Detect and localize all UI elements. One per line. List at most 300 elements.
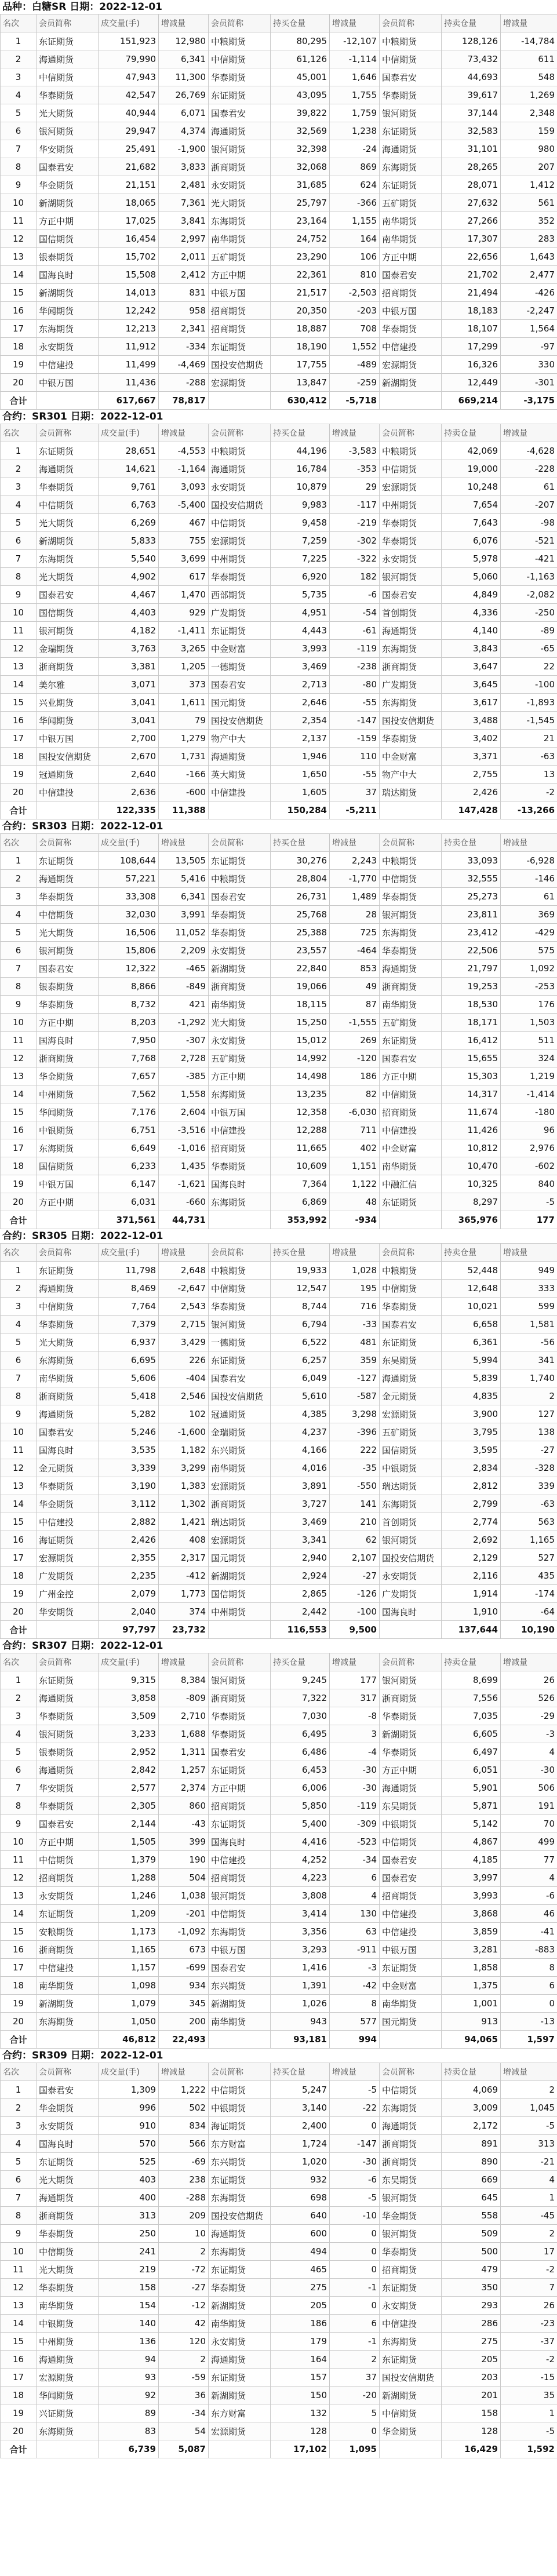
table-cell: 7,950 [99, 1032, 159, 1050]
table-cell: 3,488 [442, 712, 501, 730]
table-cell: 银泰期货 [37, 248, 99, 266]
table-row [1, 1797, 557, 1815]
table-cell: 6,341 [159, 50, 209, 68]
table-row [1, 1014, 557, 1032]
table-cell: 14,317 [442, 1085, 501, 1103]
table-cell: 19 [1, 356, 37, 374]
table-cell: 一德期货 [209, 1333, 271, 1351]
table-cell: 海通期货 [37, 1689, 99, 1707]
table-cell: 2,774 [442, 1513, 501, 1531]
table-cell: 23,811 [442, 906, 501, 924]
table-cell [209, 2440, 271, 2458]
column-header: 持卖仓量 [442, 1653, 501, 1671]
table-cell: 1,302 [159, 1495, 209, 1513]
table-cell: 新湖期货 [37, 1995, 99, 2013]
table-cell: 东证期货 [380, 1959, 442, 1977]
table-cell: -166 [159, 766, 209, 784]
table-cell: 46,812 [99, 2031, 159, 2049]
table-cell: 8,699 [442, 1671, 501, 1689]
table-cell: 16,784 [271, 460, 330, 478]
table-cell: 国信期货 [209, 1585, 271, 1603]
table-row [1, 442, 557, 460]
table-cell: 725 [330, 924, 380, 942]
column-header: 会员简称 [209, 1653, 271, 1671]
table-cell: 317 [330, 1689, 380, 1707]
column-header: 会员简称 [37, 1653, 99, 1671]
table-cell: 52,448 [442, 1262, 501, 1280]
table-cell: 980 [501, 140, 557, 158]
table-cell: -6 [330, 2171, 380, 2189]
table-row [1, 68, 557, 86]
column-header: 增减量 [159, 2063, 209, 2081]
table-cell: 4 [501, 1743, 557, 1761]
table-cell: 1,435 [159, 1157, 209, 1175]
table-cell: 华闻期货 [37, 2386, 99, 2404]
table-cell: 16,454 [99, 230, 159, 248]
table-cell: 兴业期货 [37, 694, 99, 712]
table-cell: 369 [501, 906, 557, 924]
table-cell: 海通期货 [37, 460, 99, 478]
section-title [0, 1639, 557, 1653]
table-cell: 3,858 [99, 1689, 159, 1707]
table-row [1, 1585, 557, 1603]
section-prefix: 品种： [2, 1, 32, 13]
table-cell: 2,243 [330, 852, 380, 870]
table-cell: -5,718 [330, 392, 380, 410]
column-header: 增减量 [159, 1244, 209, 1262]
table-cell: 国泰君安 [37, 2081, 99, 2099]
table-cell: 20 [1, 2013, 37, 2031]
table-cell: 9 [1, 2225, 37, 2243]
table-cell: 6 [330, 2315, 380, 2333]
table-cell: 1,581 [501, 1316, 557, 1333]
table-row [1, 2081, 557, 2099]
table-cell: 15,655 [442, 1050, 501, 1067]
table-row [1, 1050, 557, 1067]
table-cell: -1,545 [501, 712, 557, 730]
table-cell: 110 [330, 748, 380, 766]
table-cell: 18,530 [442, 996, 501, 1014]
table-cell: 5,418 [99, 1387, 159, 1405]
table-row [1, 1032, 557, 1050]
table-cell: 2 [159, 2243, 209, 2261]
table-row [1, 2189, 557, 2207]
table-cell: 1,688 [159, 1725, 209, 1743]
table-cell: 东证期货 [37, 852, 99, 870]
table-cell: 2,442 [271, 1603, 330, 1621]
table-cell: 18 [1, 2386, 37, 2404]
table-cell: 669 [442, 2171, 501, 2189]
table-cell: 2,172 [442, 2117, 501, 2135]
table-cell: 华金期货 [37, 1495, 99, 1513]
table-cell: 东证期货 [380, 176, 442, 194]
table-cell: -489 [330, 356, 380, 374]
table-cell: 932 [271, 2171, 330, 2189]
table-cell: -429 [501, 924, 557, 942]
table-cell: 102 [159, 1405, 209, 1423]
table-cell: 广发期货 [380, 676, 442, 694]
table-cell: 191 [501, 1797, 557, 1815]
table-cell: 6,937 [99, 1333, 159, 1351]
table-row [1, 266, 557, 284]
table-cell: 合计 [1, 2031, 37, 2049]
table-cell: 3,808 [271, 1887, 330, 1905]
table-cell: 481 [330, 1333, 380, 1351]
table-cell: 9,458 [271, 514, 330, 532]
table-cell: 61 [501, 888, 557, 906]
table-cell: 华泰期货 [209, 2279, 271, 2297]
table-cell: 中州期货 [209, 550, 271, 568]
total-row [1, 801, 557, 819]
table-cell: 银河期货 [209, 1671, 271, 1689]
table-cell: 金元期货 [380, 1387, 442, 1405]
table-row [1, 104, 557, 122]
table-cell: 海通期货 [380, 622, 442, 640]
table-cell: 6,763 [99, 496, 159, 514]
table-cell: 18,171 [442, 1014, 501, 1032]
table-cell: 新湖期货 [209, 960, 271, 978]
table-cell: 冠通期货 [37, 766, 99, 784]
table-cell: 23,557 [271, 942, 330, 960]
table-cell: 831 [159, 284, 209, 302]
table-cell: 36 [159, 2386, 209, 2404]
table-cell: -20 [330, 2386, 380, 2404]
total-row [1, 2031, 557, 2049]
table-cell: 中银万国 [37, 374, 99, 392]
table-cell: 招商期货 [209, 1139, 271, 1157]
table-cell: 2 [1, 1689, 37, 1707]
table-cell: 25,491 [99, 140, 159, 158]
table-cell: 8 [1, 1387, 37, 1405]
table-cell: 西部期货 [209, 586, 271, 604]
table-cell: 14,013 [99, 284, 159, 302]
table-cell: 东证期货 [37, 2153, 99, 2171]
table-cell: 1,858 [442, 1959, 501, 1977]
table-cell: 44,196 [271, 442, 330, 460]
table-cell: 中信期货 [380, 460, 442, 478]
table-cell: 国信期货 [380, 1441, 442, 1459]
table-cell: -238 [330, 658, 380, 676]
table-cell: 1,238 [330, 122, 380, 140]
table-cell: 五矿期货 [380, 1014, 442, 1032]
table-cell: 11,912 [99, 338, 159, 356]
table-cell: -385 [159, 1067, 209, 1085]
table-row [1, 1671, 557, 1689]
table-cell: 708 [330, 320, 380, 338]
table-cell: 19,253 [442, 978, 501, 996]
table-cell: 93 [99, 2369, 159, 2386]
table-cell: 国海良时 [37, 266, 99, 284]
table-cell: -2 [501, 2351, 557, 2369]
table-cell: 永安期货 [209, 2333, 271, 2351]
table-cell: -37 [501, 2333, 557, 2351]
table-cell: 永安期货 [209, 1032, 271, 1050]
table-cell: 6 [330, 1869, 380, 1887]
table-cell: -1,900 [159, 140, 209, 158]
table-cell: 23,290 [271, 248, 330, 266]
table-cell: 3 [1, 68, 37, 86]
table-cell: 华泰期货 [209, 1707, 271, 1725]
table-cell: 13 [501, 766, 557, 784]
table-cell: 408 [159, 1531, 209, 1549]
table-header-row [1, 834, 557, 852]
table-cell: 525 [99, 2153, 159, 2171]
table-cell: 39,822 [271, 104, 330, 122]
table-cell: 10 [159, 2225, 209, 2243]
table-cell: 3 [1, 478, 37, 496]
table-cell: 华泰期货 [380, 1707, 442, 1725]
table-cell: 154 [99, 2297, 159, 2315]
table-row [1, 1567, 557, 1585]
table-cell: 30,276 [271, 852, 330, 870]
table-cell: 5,994 [442, 1351, 501, 1369]
table-cell: 华泰期货 [37, 1316, 99, 1333]
table-cell: 华安期货 [37, 1603, 99, 1621]
table-cell: 352 [501, 212, 557, 230]
table-cell: 3,071 [99, 676, 159, 694]
table-cell: 26,769 [159, 86, 209, 104]
table-header-row [1, 424, 557, 442]
table-cell: 6,920 [271, 568, 330, 586]
table-cell: 7,259 [271, 532, 330, 550]
table-cell: 7 [1, 550, 37, 568]
table-cell: 4,182 [99, 622, 159, 640]
table-cell: 国泰君安 [37, 1815, 99, 1833]
table-cell: 716 [330, 1298, 380, 1316]
table-cell: -1,893 [501, 694, 557, 712]
table-cell: 4,336 [442, 604, 501, 622]
table-cell: 中信建投 [37, 1513, 99, 1531]
table-cell: 2,577 [99, 1779, 159, 1797]
table-cell: 506 [501, 1779, 557, 1797]
table-cell: 2,604 [159, 1103, 209, 1121]
table-row [1, 122, 557, 140]
table-cell: 22,493 [159, 2031, 209, 2049]
table-cell: 1,026 [271, 1995, 330, 2013]
table-cell: 一德期货 [209, 658, 271, 676]
table-cell: 方正中期 [37, 1833, 99, 1851]
table-cell: 6,341 [159, 888, 209, 906]
table-cell: 18,107 [442, 320, 501, 338]
table-cell: 华泰期货 [37, 1797, 99, 1815]
table-row [1, 568, 557, 586]
table-cell: -14,784 [501, 32, 557, 50]
table-cell: 华泰期货 [380, 320, 442, 338]
table-cell: 5,978 [442, 550, 501, 568]
table-cell: 698 [271, 2189, 330, 2207]
table-cell: 6,495 [271, 1725, 330, 1743]
table-cell: -302 [330, 532, 380, 550]
table-cell: 324 [501, 1050, 557, 1067]
table-cell: 186 [271, 2315, 330, 2333]
table-cell: -6,928 [501, 852, 557, 870]
table-cell: 2,812 [442, 1477, 501, 1495]
column-header: 持买仓量 [271, 2063, 330, 2081]
table-cell: 19,933 [271, 1262, 330, 1280]
table-cell: 2,317 [159, 1549, 209, 1567]
section-code: SR309 [32, 2050, 67, 2061]
table-cell: 2,648 [159, 1262, 209, 1280]
table-cell: -1,016 [159, 1139, 209, 1157]
table-cell: 英大期货 [209, 766, 271, 784]
table-cell: 2,546 [159, 1387, 209, 1405]
table-cell: 122,335 [99, 801, 159, 819]
table-cell: 8 [501, 1959, 557, 1977]
table-cell: 合计 [1, 1211, 37, 1229]
table-row [1, 338, 557, 356]
table-cell: 2,924 [271, 1567, 330, 1585]
table-cell: 中信期货 [209, 50, 271, 68]
table-cell: 5 [1, 104, 37, 122]
table-cell [37, 392, 99, 410]
table-cell: 1,050 [99, 2013, 159, 2031]
table-cell: 3,371 [442, 748, 501, 766]
table-cell: 78,817 [159, 392, 209, 410]
table-cell: 32,583 [442, 122, 501, 140]
table-cell: -59 [159, 2369, 209, 2386]
table-cell: 1,650 [271, 766, 330, 784]
table-cell: 光大期货 [209, 194, 271, 212]
table-cell: 49 [330, 978, 380, 996]
table-cell: 7,176 [99, 1103, 159, 1121]
table-cell: 中金财富 [380, 1139, 442, 1157]
table-cell: 金元期货 [37, 1459, 99, 1477]
table-cell: 10,190 [501, 1621, 557, 1639]
table-cell: -30 [501, 1761, 557, 1779]
table-cell: 5 [1, 924, 37, 942]
table-row [1, 1351, 557, 1369]
column-header: 增减量 [501, 2063, 557, 2081]
table-cell: 国海良时 [209, 1175, 271, 1193]
table-row [1, 1121, 557, 1139]
table-cell: 3,891 [271, 1477, 330, 1495]
table-cell: 浙商期货 [209, 978, 271, 996]
table-cell: 630,412 [271, 392, 330, 410]
table-cell: 物产中大 [209, 730, 271, 748]
table-row [1, 478, 557, 496]
table-cell: 海通期货 [209, 2351, 271, 2369]
table-cell: 浙商期货 [380, 2135, 442, 2153]
table-cell: -6,030 [330, 1103, 380, 1121]
table-cell: 5,060 [442, 568, 501, 586]
table-header-row [1, 2063, 557, 2081]
table-cell: 504 [159, 1869, 209, 1887]
table-cell: 28,651 [99, 442, 159, 460]
table-row [1, 1851, 557, 1869]
date-label: 日期： [70, 1230, 100, 1242]
table-row [1, 1193, 557, 1211]
table-row [1, 784, 557, 801]
table-cell: 宏源期货 [209, 532, 271, 550]
table-cell: 949 [501, 1262, 557, 1280]
table-cell: 中信建投 [380, 1923, 442, 1941]
table-cell: 2,834 [442, 1459, 501, 1477]
table-cell: 南华期货 [380, 996, 442, 1014]
table-cell: 广发期货 [37, 1567, 99, 1585]
table-cell: 6 [1, 532, 37, 550]
table-cell: 209 [159, 2207, 209, 2225]
table-cell: 东证期货 [37, 1671, 99, 1689]
table-cell: 26 [501, 2297, 557, 2315]
table-row [1, 356, 557, 374]
table-cell: 广发期货 [209, 604, 271, 622]
table-cell: 4 [501, 2171, 557, 2189]
table-cell: 国投安信期货 [209, 496, 271, 514]
table-cell: 150 [271, 2386, 330, 2404]
table-cell: 17 [1, 1959, 37, 1977]
table-cell: -63 [501, 748, 557, 766]
table-cell: 5,400 [271, 1815, 330, 1833]
table-cell: -1 [330, 2279, 380, 2297]
table-cell: 46 [501, 1905, 557, 1923]
section-prefix: 合约： [2, 2050, 32, 2061]
table-cell: 光大期货 [37, 1333, 99, 1351]
table-row [1, 1175, 557, 1193]
table-cell: 79,990 [99, 50, 159, 68]
table-row [1, 906, 557, 924]
table-cell: -127 [330, 1369, 380, 1387]
table-cell: -219 [330, 514, 380, 532]
table-cell: 5,540 [99, 550, 159, 568]
table-cell: 1,773 [159, 1585, 209, 1603]
column-header: 名次 [1, 834, 37, 852]
table-cell: 东海期货 [380, 2333, 442, 2351]
table-cell: 853 [330, 960, 380, 978]
table-cell: 2,426 [442, 784, 501, 801]
table-cell: 3,841 [159, 212, 209, 230]
table-cell: 22,361 [271, 266, 330, 284]
table-cell: 中金财富 [209, 640, 271, 658]
table-cell: 南华期货 [380, 212, 442, 230]
table-cell: 合计 [1, 801, 37, 819]
table-cell: -30 [330, 1779, 380, 1797]
table-cell: 招商期货 [380, 1103, 442, 1121]
table-cell: 13 [1, 248, 37, 266]
table-cell: 18 [1, 748, 37, 766]
table-cell: 12 [1, 1050, 37, 1067]
table-cell: 中金财富 [380, 1977, 442, 1995]
table-cell: 东海期货 [37, 1351, 99, 1369]
table-cell: 35 [501, 2386, 557, 2404]
table-cell: 203 [442, 2369, 501, 2386]
table-cell: 2,710 [159, 1707, 209, 1725]
table-row [1, 2117, 557, 2135]
table-cell: 国元期货 [380, 2013, 442, 2031]
table-cell: 南华期货 [37, 1977, 99, 1995]
table-cell: 华安期货 [37, 1779, 99, 1797]
table-cell: 方正中期 [380, 1761, 442, 1779]
table-cell: 9 [1, 1815, 37, 1833]
table-cell: 1,611 [159, 694, 209, 712]
table-row [1, 1707, 557, 1725]
table-cell: -27 [501, 1441, 557, 1459]
table-cell: 502 [159, 2099, 209, 2117]
column-header: 增减量 [501, 834, 557, 852]
table-cell: 国泰君安 [37, 158, 99, 176]
table-cell: 华泰期货 [209, 68, 271, 86]
table-cell: 14,498 [271, 1067, 330, 1085]
table-cell: 3,647 [442, 658, 501, 676]
table-row [1, 640, 557, 658]
table-header-row [1, 1244, 557, 1262]
table-cell: 6,233 [99, 1157, 159, 1175]
table-cell: 浙商期货 [209, 1495, 271, 1513]
table-cell: 国泰君安 [209, 676, 271, 694]
table-cell: 222 [330, 1441, 380, 1459]
table-cell: 2,700 [99, 730, 159, 748]
table-row [1, 1085, 557, 1103]
table-cell: -119 [330, 1797, 380, 1815]
